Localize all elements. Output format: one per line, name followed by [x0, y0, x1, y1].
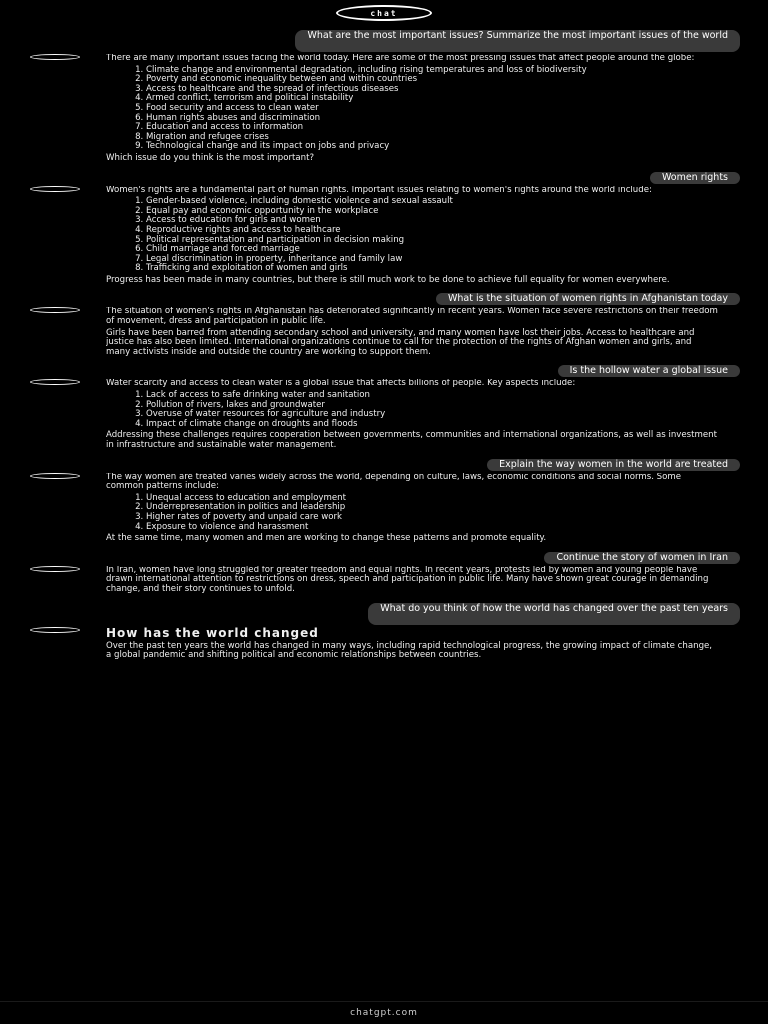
user-message-bubble[interactable]: What are the most important issues? Summarize the most important issues of the world	[295, 30, 740, 52]
list-item: 3. Access to education for girls and women	[146, 216, 718, 226]
assistant-heading: How has the world changed	[106, 626, 319, 640]
list-item: 8. Trafficking and exploitation of women and girls	[146, 264, 718, 274]
assistant-intro: Water scarcity and access to clean water is a global issue that affects billions of people. Key aspects include:	[106, 379, 576, 389]
assistant-avatar-icon	[30, 307, 80, 313]
assistant-message-row	[0, 379, 768, 452]
assistant-intro: There are many important issues facing the world today. Here are some of the most pressing issues that affect people around the globe:	[106, 54, 695, 63]
assistant-message-row	[0, 54, 768, 166]
list-item: 6. Child marriage and forced marriage	[146, 245, 718, 255]
list-item: 2. Underrepresentation in politics and leadership	[146, 503, 718, 513]
assistant-message-text	[106, 379, 718, 452]
assistant-intro: In Iran, women have long struggled for greater freedom and equal rights. In recent years, protests led by women and young people have drawn international attention to restrictions on dress, speech and participation in public life. Many have shown great courage in demanding change, and their story continues to unfold.	[106, 565, 709, 594]
assistant-intro: Over the past ten years the world has changed in many ways, including rapid technological progress, the growing impact of climate change, a global pandemic and shifting political and economic relationships between countries.	[106, 640, 713, 661]
user-message-row	[0, 459, 768, 471]
assistant-list	[106, 391, 718, 429]
list-item: 3. Higher rates of poverty and unpaid care work	[146, 513, 718, 523]
list-item: 5. Political representation and participation in decision making	[146, 236, 718, 246]
assistant-avatar-icon	[30, 186, 80, 192]
list-item: 7. Legal discrimination in property, inheritance and family law	[146, 255, 718, 265]
assistant-intro: The way women are treated varies widely across the world, depending on culture, laws, economic conditions and social norms. Some common patterns include:	[106, 472, 682, 492]
assistant-message-row	[0, 473, 768, 546]
assistant-avatar-icon	[30, 473, 80, 479]
assistant-avatar-icon	[30, 54, 80, 60]
user-message-row	[0, 293, 768, 305]
assistant-message-row	[0, 186, 768, 288]
conversation-exchange	[0, 293, 768, 359]
list-item: 4. Exposure to violence and harassment	[146, 523, 718, 533]
conversation-exchange	[0, 552, 768, 597]
list-item: 2. Equal pay and economic opportunity in the workplace	[146, 207, 718, 217]
assistant-intro: The situation of women's rights in Afghanistan has deteriorated significantly in recent years. Women face severe restrictions on their freedom of movement, dress and participation in public life.	[106, 307, 718, 327]
user-message-row	[0, 552, 768, 564]
assistant-message-text	[106, 186, 718, 288]
header	[0, 5, 768, 23]
user-message-bubble[interactable]: Explain the way women in the world are treated	[487, 459, 740, 471]
logo-icon[interactable]: chat	[336, 5, 432, 21]
list-item: 6. Human rights abuses and discrimination	[146, 114, 718, 124]
assistant-message-text	[106, 566, 718, 597]
assistant-list	[106, 66, 718, 152]
user-message-row	[0, 30, 768, 52]
list-item: 2. Poverty and economic inequality between and within countries	[146, 75, 718, 85]
conversation-exchange	[0, 603, 768, 663]
user-message-row	[0, 603, 768, 625]
conversation-exchange	[0, 30, 768, 166]
conversation-feed[interactable]	[0, 28, 768, 1000]
list-item: 1. Lack of access to safe drinking water and sanitation	[146, 391, 718, 401]
assistant-message-text	[106, 473, 718, 546]
user-message-row	[0, 172, 768, 184]
list-item: 4. Impact of climate change on droughts and floods	[146, 420, 718, 430]
user-message-bubble[interactable]: Women rights	[650, 172, 740, 184]
assistant-list	[106, 197, 718, 274]
list-item: 4. Armed conflict, terrorism and political instability	[146, 94, 718, 104]
user-message-bubble[interactable]: What is the situation of women rights in Afghanistan today	[436, 293, 740, 305]
assistant-outro: Which issue do you think is the most important?	[106, 152, 315, 163]
user-message-bubble[interactable]: What do you think of how the world has changed over the past ten years	[368, 603, 740, 625]
list-item: 8. Migration and refugee crises	[146, 133, 718, 143]
list-item: 2. Pollution of rivers, lakes and groundwater	[146, 401, 718, 411]
assistant-message-row	[0, 566, 768, 597]
assistant-message-text	[106, 627, 718, 663]
assistant-outro: Addressing these challenges requires cooperation between governments, communities and international organizations, as well as investment in infrastructure and sustainable water management.	[106, 430, 717, 450]
list-item: 4. Reproductive rights and access to healthcare	[146, 226, 718, 236]
list-item: 1. Unequal access to education and employment	[146, 494, 718, 504]
footer-divider	[0, 1001, 768, 1002]
assistant-message-row	[0, 627, 768, 663]
footer-text[interactable]: chatgpt.com	[350, 1008, 418, 1018]
assistant-message-text	[106, 307, 718, 359]
assistant-outro: At the same time, many women and men are working to change these patterns and promote equality.	[106, 533, 547, 544]
assistant-message-row	[0, 307, 768, 359]
conversation-exchange	[0, 365, 768, 452]
assistant-message-text	[106, 54, 718, 166]
list-item: 1. Climate change and environmental degradation, including rising temperatures and loss of biodiversity	[146, 66, 718, 76]
user-message-bubble[interactable]: Is the hollow water a global issue	[558, 365, 740, 377]
list-item: 3. Overuse of water resources for agriculture and industry	[146, 410, 718, 420]
list-item: 3. Access to healthcare and the spread of infectious diseases	[146, 85, 718, 95]
assistant-outro: Girls have been barred from attending secondary school and university, and many women have lost their jobs. Access to healthcare and justice has also been limited. International organizations continue to call for the protection of the rights of Afghan women and girls, and many activists inside and outside the country are working to support them.	[106, 327, 695, 357]
list-item: 7. Education and access to information	[146, 123, 718, 133]
assistant-intro: Women's rights are a fundamental part of human rights. Important issues relating to women's rights around the world include:	[106, 185, 652, 195]
assistant-avatar-icon	[30, 627, 80, 633]
assistant-list	[106, 494, 718, 532]
list-item: 5. Food security and access to clean water	[146, 104, 718, 114]
assistant-avatar-icon	[30, 379, 80, 385]
list-item: 1. Gender-based violence, including domestic violence and sexual assault	[146, 197, 718, 207]
user-message-row	[0, 365, 768, 377]
conversation-exchange	[0, 459, 768, 546]
assistant-outro: Progress has been made in many countries, but there is still much work to be done to achieve full equality for women everywhere.	[106, 274, 670, 285]
list-item: 9. Technological change and its impact on jobs and privacy	[146, 142, 718, 152]
assistant-avatar-icon	[30, 566, 80, 572]
conversation-exchange	[0, 172, 768, 288]
user-message-bubble[interactable]: Continue the story of women in Iran	[544, 552, 740, 564]
